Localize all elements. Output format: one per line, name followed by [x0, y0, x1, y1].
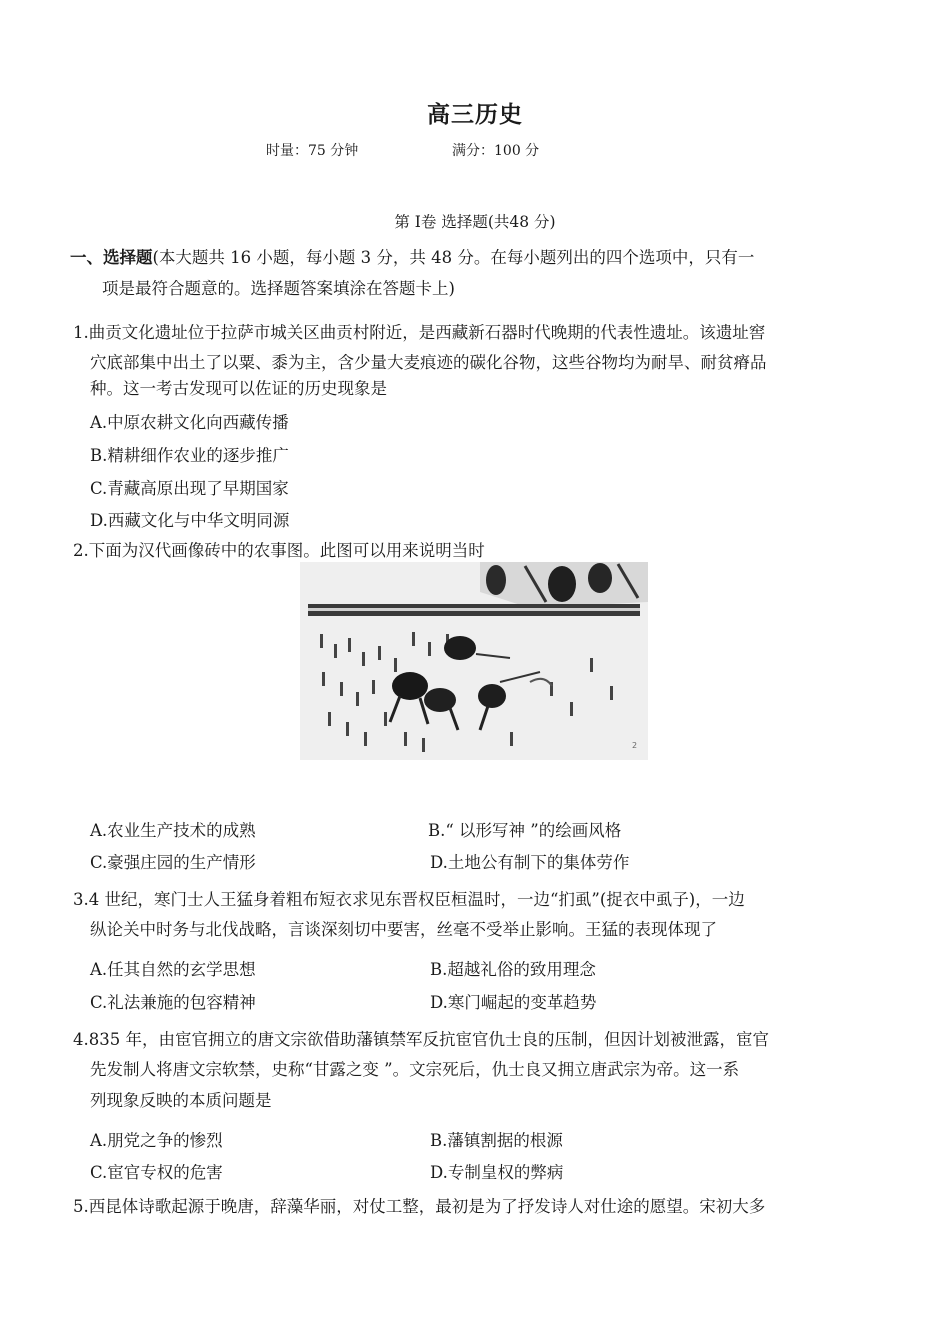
q4-stem-line3: 列现象反映的本质问题是 [90, 1091, 272, 1110]
q2-option-b[interactable]: B.“ 以形写神 ”的绘画风格 [428, 821, 622, 840]
q1-stem-line1: 1.曲贡文化遗址位于拉萨市城关区曲贡村附近，是西藏新石器时代晚期的代表性遗址。该遗址窖 [73, 323, 766, 342]
q4-option-d[interactable]: D.专制皇权的弊病 [430, 1163, 564, 1182]
q4-stem-line1: 4.835 年，由宦官拥立的唐文宗欲借助藩镇禁军反抗宦官仇士良的压制，但因计划被泄露，宦官 [73, 1030, 769, 1049]
part-instruction-line2: 项是最符合题意的。选择题答案填涂在答题卡上) [102, 279, 455, 298]
section-title: 第 Ⅰ卷 选择题(共48 分) [394, 213, 556, 231]
exam-score: 满分：100 分 [452, 143, 540, 159]
q3-option-d[interactable]: D.寒门崛起的变革趋势 [430, 993, 597, 1012]
q4-option-a[interactable]: A.朋党之争的惨烈 [90, 1131, 223, 1150]
q1-stem-line3: 种。这一考古发现可以佐证的历史现象是 [90, 379, 387, 398]
q1-option-b[interactable]: B.精耕细作农业的逐步推广 [90, 446, 289, 465]
q2-option-c[interactable]: C.豪强庄园的生产情形 [90, 853, 256, 872]
farming-scene-illustration [300, 562, 648, 760]
q2-option-d[interactable]: D.土地公有制下的集体劳作 [430, 853, 630, 872]
q5-stem-line1: 5.西昆体诗歌起源于晚唐，辞藻华丽，对仗工整，最初是为了抒发诗人对仕途的愿望。宋初大多 [73, 1197, 766, 1216]
q4-option-b[interactable]: B.藩镇割据的根源 [430, 1131, 563, 1150]
q4-option-c[interactable]: C.宦官专权的危害 [90, 1163, 223, 1182]
q3-stem-line1: 3.4 世纪，寒门士人王猛身着粗布短衣求见东晋权臣桓温时，一边“扪虱”(捉衣中虱子)，一边 [73, 890, 745, 909]
q4-stem-line2: 先发制人将唐文宗软禁，史称“甘露之变 ”。文宗死后，仇士良又拥立唐武宗为帝。这一系 [90, 1060, 740, 1079]
q1-stem-line2: 穴底部集中出土了以粟、黍为主，含少量大麦痕迹的碳化谷物，这些谷物均为耐旱、耐贫瘠品 [90, 353, 767, 372]
q2-stem-line1: 2.下面为汉代画像砖中的农事图。此图可以用来说明当时 [73, 541, 485, 560]
q1-option-a[interactable]: A.中原农耕文化向西藏传播 [90, 413, 289, 432]
page-title: 高三历史 [427, 102, 523, 128]
q2-option-a[interactable]: A.农业生产技术的成熟 [90, 821, 256, 840]
q3-option-c[interactable]: C.礼法兼施的包容精神 [90, 993, 256, 1012]
part-instruction-line1: 一、选择题(本大题共 16 小题，每小题 3 分，共 48 分。在每小题列出的四个选项中，只有一 [70, 248, 755, 267]
svg-text:2: 2 [632, 741, 638, 750]
q1-option-c[interactable]: C.青藏高原出现了早期国家 [90, 479, 289, 498]
han-brick-farming-image [300, 562, 648, 760]
q3-stem-line2: 纵论关中时务与北伐战略，言谈深刻切中要害，丝毫不受举止影响。王猛的表现体现了 [90, 920, 717, 939]
q1-option-d[interactable]: D.西藏文化与中华文明同源 [90, 511, 290, 530]
q3-option-b[interactable]: B.超越礼俗的致用理念 [430, 960, 596, 979]
exam-time: 时量：75 分钟 [266, 143, 359, 159]
part-label: 一、选择题 [70, 248, 153, 267]
q3-option-a[interactable]: A.任其自然的玄学思想 [90, 960, 256, 979]
